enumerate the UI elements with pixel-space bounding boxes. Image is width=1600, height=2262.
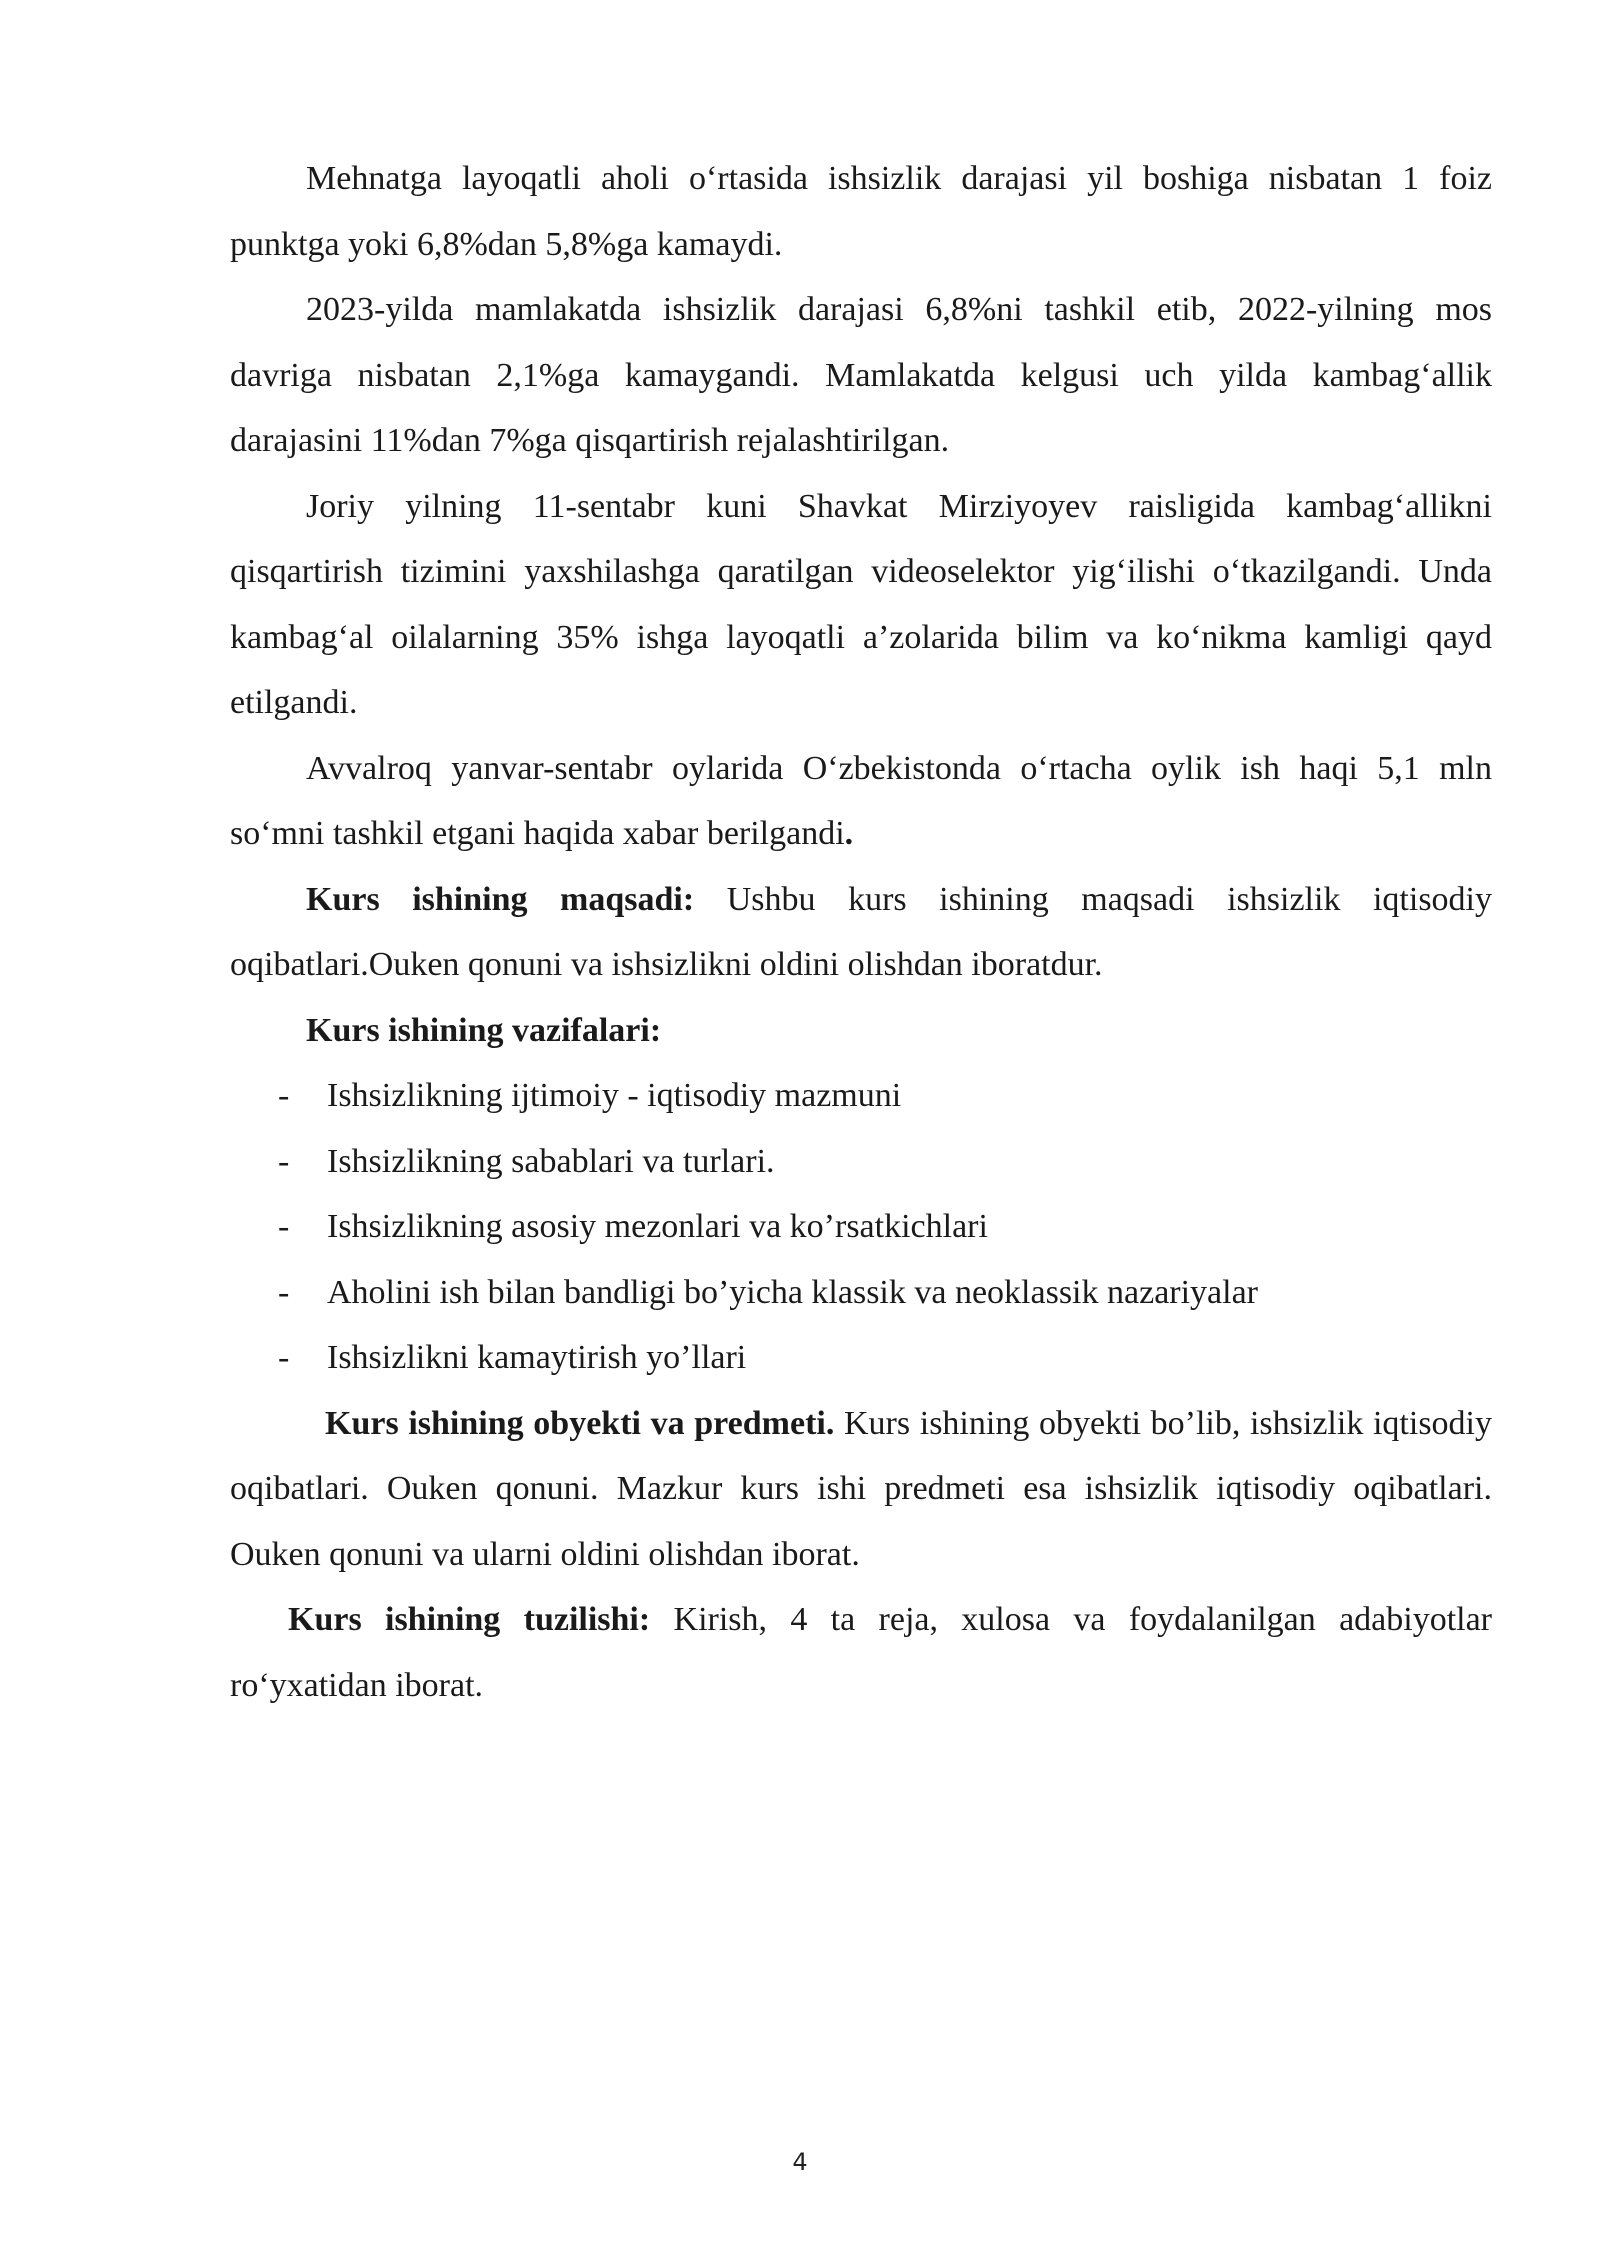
course-goal-label: Kurs ishining maqsadi: — [306, 880, 695, 918]
list-item-text: Ishsizlikning asosiy mezonlari va ko’rsatkichlari — [327, 1208, 988, 1245]
list-item — [230, 1063, 1492, 1129]
course-goal-text: Ushbu kurs ishining maqsadi ishsizlik iqtisodiy oqibatlari.Ouken qonuni va ishsizlikni oldini olishdan iboratdur. — [230, 880, 1492, 983]
paragraph-course-object — [230, 1391, 1492, 1588]
list-item — [230, 1325, 1492, 1391]
list-item-text: Aholini ish bilan bandligi bo’yicha klassik va neoklassik nazariyalar — [327, 1273, 1258, 1311]
list-dash: - — [278, 1208, 290, 1245]
paragraph-video-meeting: Joriy yilning 11-sentabr kuni Shavkat Mirziyoyev raisligida kambag‘allikni qisqartirish tizimini yaxshilashga qaratilgan videoselektor yig‘ilishi o‘tkazilgandi. Unda kambag‘al oilalarning 35% ishga layoqatli a’zolarida bilim va ko‘nikma kamligi qayd etilgandi. — [230, 487, 1492, 721]
list-dash: - — [278, 1273, 290, 1311]
course-tasks-list — [230, 1063, 1492, 1391]
course-object-label: Kurs ishining obyekti va predmeti. — [325, 1404, 835, 1442]
paragraph-average-salary — [230, 736, 1492, 867]
paragraph-2023-statistics: 2023-yilda mamlakatda ishsizlik darajasi 6,8%ni tashkil etib, 2022-yilning mos davriga nisbatan 2,1%ga kamaygandi. Mamlakatda kelgusi uch yilda kambag‘allik darajasini 11%dan 7%ga qisqartirish rejalashtirilgan. — [230, 291, 1492, 459]
list-item-text: Ishsizlikning ijtimoiy - iqtisodiy mazmuni — [327, 1077, 902, 1114]
list-dash: - — [278, 1339, 290, 1376]
list-dash: - — [278, 1142, 290, 1180]
salary-period: . — [844, 815, 854, 852]
list-item — [230, 1129, 1492, 1195]
paragraph-unemployment-rate: Mehnatga layoqatli aholi o‘rtasida ishsizlik darajasi yil boshiga nisbatan 1 foiz punktga yoki 6,8%dan 5,8%ga kamaydi. — [230, 160, 1492, 263]
list-dash: - — [278, 1077, 290, 1114]
paragraph-course-structure — [230, 1587, 1492, 1718]
list-item-text: Ishsizlikning sabablari va turlari. — [327, 1142, 775, 1180]
salary-text: Avvalroq yanvar-sentabr oylarida O‘zbekistonda o‘rtacha oylik ish haqi 5,1 mln so‘mni tashkil etgani haqida xabar berilgandi — [230, 749, 1492, 852]
course-structure-label: Kurs ishining tuzilishi: — [288, 1601, 651, 1638]
page-content — [230, 146, 1492, 1718]
list-item — [230, 1260, 1492, 1326]
page-number: 4 — [792, 2148, 808, 2176]
list-item-text: Ishsizlikni kamaytirish yo’llari — [327, 1339, 747, 1376]
course-object-text: Kurs ishining obyekti bo’lib, ishsizlik iqtisodiy oqibatlari. Ouken qonuni. Mazkur kurs ishi predmeti esa ishsizlik iqtisodiy oqibatlari. Ouken qonuni va ularni oldini olishdan iborat. — [230, 1404, 1492, 1573]
paragraph-course-goal — [230, 867, 1492, 998]
list-item — [230, 1194, 1492, 1260]
course-tasks-heading: Kurs ishining vazifalari: — [306, 1011, 662, 1049]
course-structure-text: Kirish, 4 ta reja, xulosa va foydalanilgan adabiyotlar ro‘yxatidan iborat. — [230, 1601, 1493, 1704]
